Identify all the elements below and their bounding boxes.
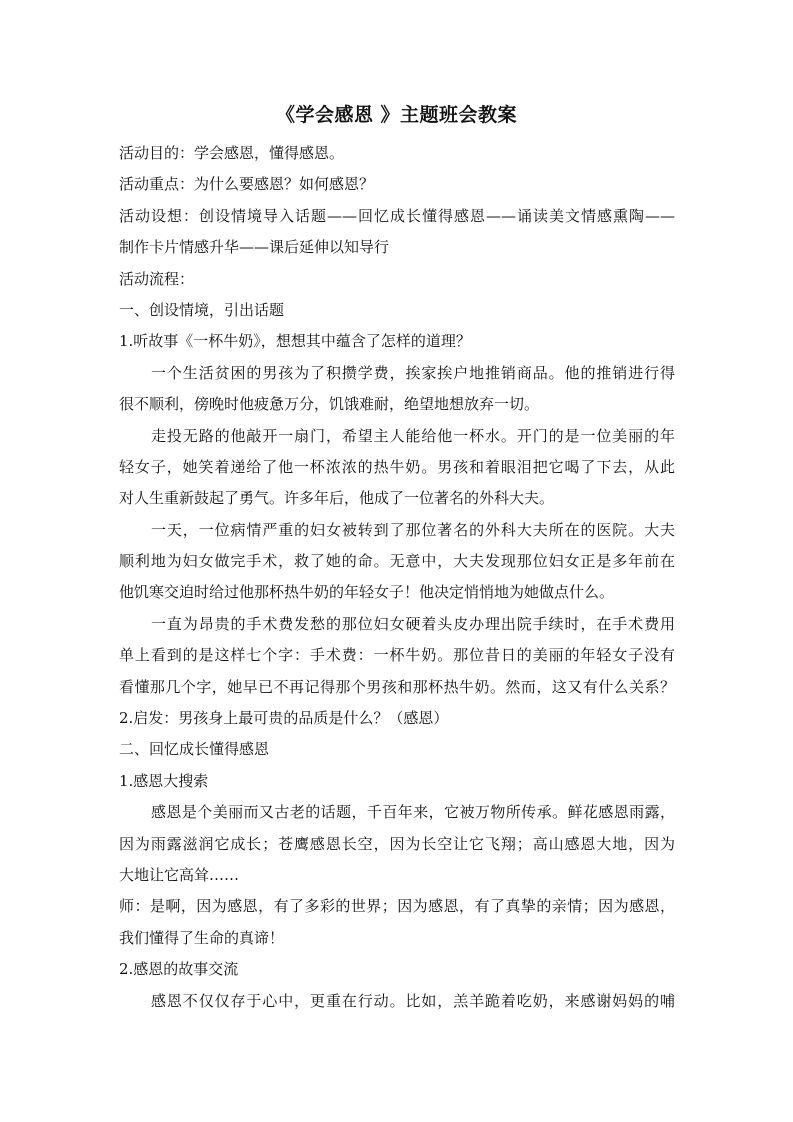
section-heading-1: 一、创设情境，引出话题 — [119, 300, 285, 319]
subheading-2-1: 1.感恩大搜索 — [119, 771, 209, 790]
subheading-1-2: 2.启发：男孩身上最可贵的品质是什么？（感恩） — [119, 709, 449, 728]
section-heading-2: 二、回忆成长懂得感恩 — [119, 740, 270, 759]
gratitude-paragraph-cont: 因为雨露滋润它成长；苍鹰感恩长空，因为长空让它飞翔；高山感恩大地，因为 — [119, 834, 675, 853]
process-heading: 活动流程： — [119, 269, 195, 288]
focus-line: 活动重点：为什么要感恩？如何感恩？ — [119, 175, 375, 194]
story-paragraph-3-end: 他饥寒交迫时给过他那杯热牛奶的年轻女子！他决定悄悄地为她做点什么。 — [119, 583, 615, 602]
story-paragraph-2: 走投无路的他敲开一扇门，希望主人能给他一杯水。开门的是一位美丽的年 — [151, 426, 675, 445]
story-paragraph-4: 一直为昂贵的手术费发愁的那位妇女硬着头皮办理出院手续时，在手术费用 — [151, 614, 675, 633]
purpose-line: 活动目的：学会感恩，懂得感恩。 — [119, 144, 345, 162]
gratitude-paragraph: 感恩是个美丽而又古老的话题，千百年来，它被万物所传承。鲜花感恩雨露， — [151, 803, 675, 822]
story-paragraph-4-end: 看懂那几个字，她早已不再记得那个男孩和那杯热牛奶。然而，这又有什么关系？ — [119, 677, 675, 696]
teacher-remark-cont: 我们懂得了生命的真谛！ — [119, 928, 285, 947]
story-paragraph-1-cont: 很不顺利，傍晚时他疲惫万分，饥饿难耐，绝望地想放弃一切。 — [119, 395, 540, 414]
subheading-2-2: 2.感恩的故事交流 — [119, 960, 239, 979]
story-paragraph-2-end: 对人生重新鼓起了勇气。许多年后，他成了一位著名的外科大夫。 — [119, 489, 555, 508]
story-paragraph-2-cont: 轻女子，她笑着递给了他一杯浓浓的热牛奶。男孩和着眼泪把它喝了下去，从此 — [119, 457, 675, 476]
story-paragraph-4-cont: 单上看到的是这样七个字：手术费：一杯牛奶。那位昔日的美丽的年轻女子没有 — [119, 646, 675, 665]
gratitude-paragraph-end: 大地让它高耸…… — [119, 865, 240, 884]
concept-line: 活动设想：创设情境导入话题——回忆成长懂得感恩——诵读美文情感熏陶—— — [119, 206, 675, 225]
subheading-1-1: 1.听故事《一杯牛奶》，想想其中蕴含了怎样的道理？ — [119, 332, 471, 351]
teacher-remark: 师：是啊，因为感恩，有了多彩的世界；因为感恩，有了真挚的亲情；因为感恩， — [119, 897, 675, 916]
document-body — [119, 138, 675, 1017]
story-paragraph-1: 一个生活贫困的男孩为了积攒学费，挨家挨户地推销商品。他的推销进行得 — [151, 363, 675, 382]
story-paragraph-3: 一天，一位病情严重的妇女被转到了那位著名的外科大夫所在的医院。大夫 — [151, 520, 675, 539]
action-paragraph: 感恩不仅仅存于心中，更重在行动。比如，羔羊跪着吃奶，来感谢妈妈的哺 — [151, 991, 675, 1010]
concept-line-cont: 制作卡片情感升华——课后延伸以知导行 — [119, 238, 390, 257]
story-paragraph-3-cont: 顺利地为妇女做完手术，救了她的命。无意中，大夫发现那位妇女正是多年前在 — [119, 552, 675, 571]
document-title: 《学会感恩 》主题班会教案 — [275, 104, 518, 126]
